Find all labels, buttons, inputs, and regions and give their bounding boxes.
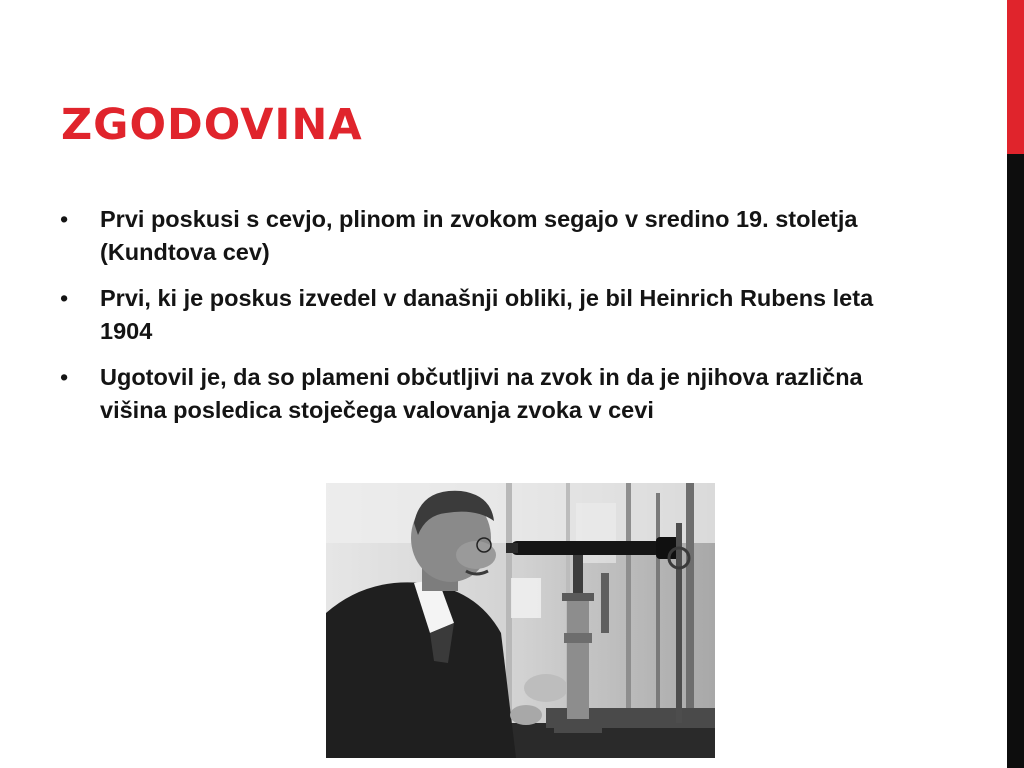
bullet-item (60, 282, 880, 348)
historical-photo (326, 483, 715, 758)
historical-photo-illustration (326, 483, 715, 758)
bullet-item (60, 361, 880, 427)
accent-bar-dark (1007, 154, 1024, 768)
bullet-list (60, 203, 880, 440)
bullet-item (60, 203, 880, 269)
slide-title: ZGODOVINA (61, 100, 363, 150)
bullet-icon: • (60, 206, 69, 232)
bullet-icon: • (60, 364, 69, 390)
bullet-text: Prvi poskusi s cevjo, plinom in zvokom segajo v sredino 19. stoletja (Kundtova cev) (100, 206, 858, 265)
bullet-text: Prvi, ki je poskus izvedel v današnji obliki, je bil Heinrich Rubens leta 1904 (100, 285, 874, 344)
bullet-icon: • (60, 285, 69, 311)
accent-bar-red (1007, 0, 1024, 154)
bullet-text: Ugotovil je, da so plameni občutljivi na zvok in da je njihova različna višina posledica stoječega valovanja zvoka v cevi (100, 364, 863, 423)
